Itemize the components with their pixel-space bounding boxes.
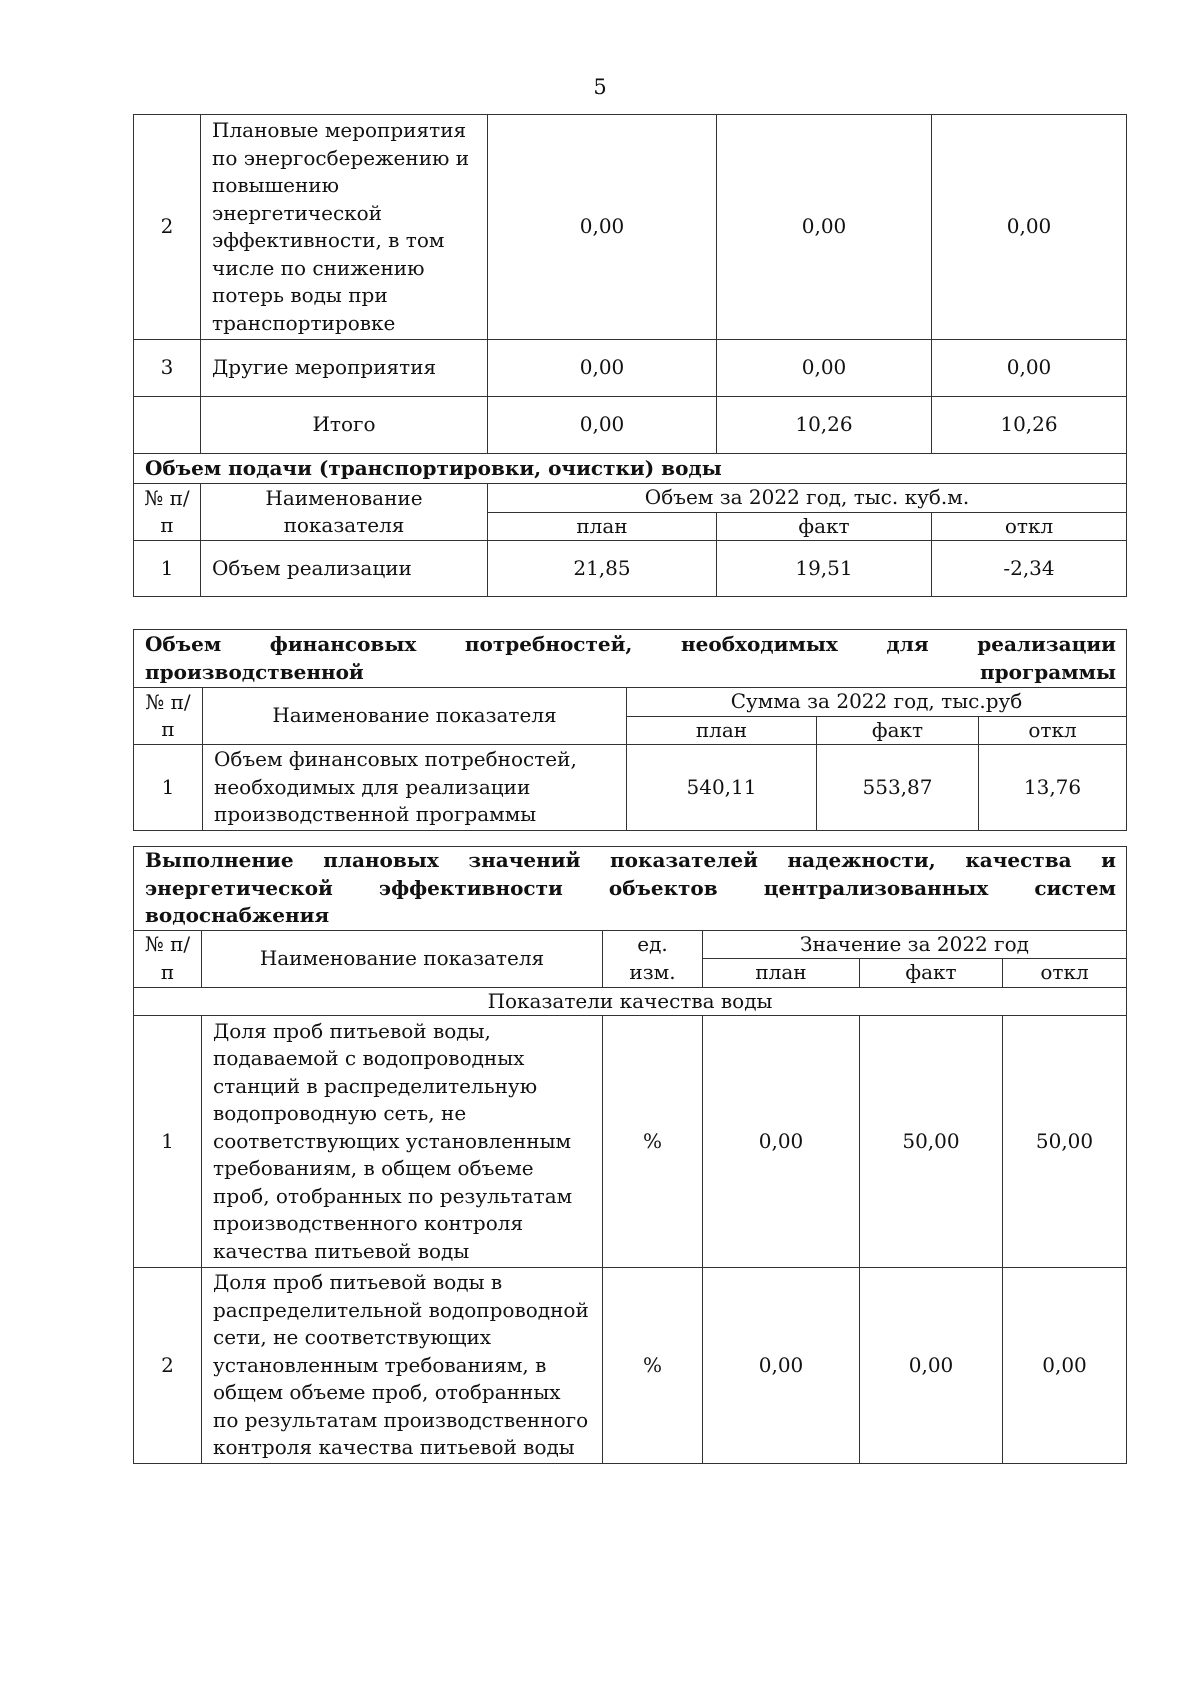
row-name: Объем реализации <box>201 541 488 597</box>
dev-value: -2,34 <box>932 541 1127 597</box>
page-number: 5 <box>593 75 607 99</box>
header-row <box>134 688 1127 717</box>
row-number: 3 <box>134 340 201 397</box>
header-fact: факт <box>860 959 1003 988</box>
total-value-1: 0,00 <box>488 397 717 454</box>
header-plan: план <box>627 716 817 745</box>
header-dev: откл <box>979 716 1127 745</box>
dev-value: 13,76 <box>979 745 1127 831</box>
header-row <box>134 930 1127 959</box>
value-2: 0,00 <box>717 115 932 340</box>
fact-value: 553,87 <box>817 745 979 831</box>
value-3: 0,00 <box>932 340 1127 397</box>
row-number: 2 <box>134 1268 202 1464</box>
header-group: Сумма за 2022 год, тыс.руб <box>627 688 1127 717</box>
title-row <box>134 847 1127 931</box>
table-row <box>134 1016 1127 1268</box>
plan-value: 540,11 <box>627 745 817 831</box>
header-num: № п/п <box>134 688 203 745</box>
row-name: Доля проб питьевой воды в распределительной водопроводной сети, не соответствующих установленным требованиям, в общем объеме проб, отобранных по результатам производственного контроля качества питьевой воды <box>202 1268 603 1464</box>
table-row <box>134 1268 1127 1464</box>
value-3: 0,00 <box>932 115 1127 340</box>
dev-value: 0,00 <box>1003 1268 1127 1464</box>
fact-value: 50,00 <box>860 1016 1003 1268</box>
title-row <box>134 630 1127 688</box>
table-row <box>134 541 1127 597</box>
table-row <box>134 745 1127 831</box>
row-number: 1 <box>134 541 201 597</box>
row-name: Плановые мероприятия по энергосбережению и повышению энергетической эффективности, в том числе по снижению потерь воды при транспортировке <box>201 115 488 340</box>
header-row <box>134 484 1127 513</box>
unit-value: % <box>603 1268 703 1464</box>
total-value-3: 10,26 <box>932 397 1127 454</box>
dev-value: 50,00 <box>1003 1016 1127 1268</box>
value-1: 0,00 <box>488 340 717 397</box>
row-name: Доля проб питьевой воды, подаваемой с водопроводных станций в распределительную водопроводную сеть, не соответствующих установленным требованиям, в общем объеме проб, отобранных по результатам производственного контроля качества питьевой воды <box>202 1016 603 1268</box>
table-row <box>134 340 1127 397</box>
header-group: Значение за 2022 год <box>703 930 1127 959</box>
header-num: № п/п <box>134 930 202 987</box>
empty-cell <box>134 397 201 454</box>
plan-value: 0,00 <box>703 1016 860 1268</box>
header-dev: откл <box>1003 959 1127 988</box>
value-2: 0,00 <box>717 340 932 397</box>
table-reliability-indicators <box>133 846 1127 1464</box>
header-name: Наименование показателя <box>202 930 603 987</box>
unit-value: % <box>603 1016 703 1268</box>
fact-value: 19,51 <box>717 541 932 597</box>
total-label: Итого <box>201 397 488 454</box>
header-name: Наименование показателя <box>203 688 627 745</box>
row-number: 1 <box>134 1016 202 1268</box>
table-water-supply <box>133 114 1127 597</box>
table-title: Объем финансовых потребностей, необходимых для реализации производственной программы <box>134 630 1127 688</box>
table-row <box>134 115 1127 340</box>
header-plan: план <box>703 959 860 988</box>
header-num: № п/п <box>134 484 201 541</box>
row-number: 2 <box>134 115 201 340</box>
header-fact: факт <box>817 716 979 745</box>
header-unit: ед. изм. <box>603 930 703 987</box>
table-title: Выполнение плановых значений показателей надежности, качества и энергетической эффективности объектов централизованных систем водоснабжения <box>134 847 1127 931</box>
header-fact: факт <box>717 512 932 541</box>
row-name: Другие мероприятия <box>201 340 488 397</box>
total-value-2: 10,26 <box>717 397 932 454</box>
fact-value: 0,00 <box>860 1268 1003 1464</box>
row-number: 1 <box>134 745 203 831</box>
header-dev: откл <box>932 512 1127 541</box>
header-plan: план <box>488 512 717 541</box>
header-group: Объем за 2022 год, тыс. куб.м. <box>488 484 1127 513</box>
value-1: 0,00 <box>488 115 717 340</box>
section-title: Объем подачи (транспортировки, очистки) воды <box>134 454 1127 484</box>
row-name: Объем финансовых потребностей, необходимых для реализации производственной программы <box>203 745 627 831</box>
subsection-title: Показатели качества воды <box>134 987 1127 1016</box>
plan-value: 0,00 <box>703 1268 860 1464</box>
subsection-row <box>134 987 1127 1016</box>
header-name: Наименование показателя <box>201 484 488 541</box>
section-title-row <box>134 454 1127 484</box>
plan-value: 21,85 <box>488 541 717 597</box>
total-row <box>134 397 1127 454</box>
table-financial-needs <box>133 629 1127 831</box>
